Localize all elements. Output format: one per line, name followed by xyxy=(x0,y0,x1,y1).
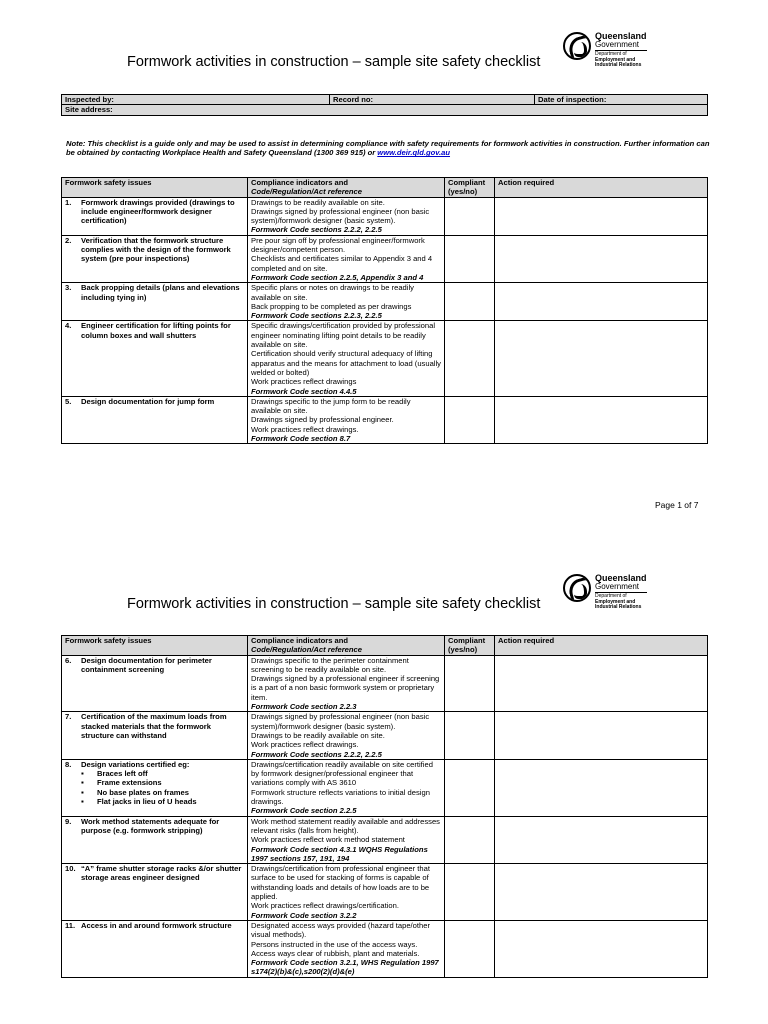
issue-text: Access in and around formwork structure xyxy=(81,920,232,930)
site-address-field[interactable]: Site address: xyxy=(62,105,708,115)
indicator-text: Work practices reflect work method statement xyxy=(251,835,405,845)
code-reference: Formwork Code section 2.2.5 xyxy=(251,806,357,816)
row-number: 2. xyxy=(65,235,72,245)
code-reference: Formwork Code section 8.7 xyxy=(251,434,351,444)
record-no-field[interactable]: Record no: xyxy=(330,95,535,105)
logo-line-employment: Employment and xyxy=(595,56,636,63)
indicator-text: Pre pour sign off by professional engineer/formwork designer/competent person. xyxy=(251,235,425,255)
action-cell[interactable] xyxy=(495,396,708,443)
row-number: 8. xyxy=(65,759,72,769)
header-compliant: Compliant (yes/no) xyxy=(445,636,495,656)
table-row xyxy=(62,712,708,759)
inspection-details-table xyxy=(61,94,708,116)
logo-line-department: Department of xyxy=(595,51,627,57)
logo-line-industrial: Industrial Relations xyxy=(595,604,642,610)
header-action: Action required xyxy=(495,178,708,198)
row-number: 5. xyxy=(65,396,72,406)
indicator-text: Drawings signed by professional engineer (non basic system)/formwork designer (basic system). xyxy=(251,206,430,226)
code-reference: Formwork Code sections 2.2.2, 2.2.5 xyxy=(251,225,382,235)
issue-text: Formwork drawings provided (drawings to include engineer/formwork designer certification) xyxy=(81,197,235,226)
header-issues: Formwork safety issues xyxy=(62,178,248,198)
checklist-header-row xyxy=(62,178,708,198)
code-reference: Formwork Code section 2.2.3 xyxy=(251,702,357,712)
page-number: Page 1 of 7 xyxy=(655,500,699,510)
indicator-text: Specific drawings/certification provided by professional engineer nominating lifting point details to be readily available on site. xyxy=(251,321,436,350)
indicator-text: Work practices reflect drawings xyxy=(251,377,357,387)
deir-website-link[interactable]: www.deir.qld.gov.au xyxy=(377,148,451,158)
logo-line-department: Department of xyxy=(595,593,627,599)
logo-line-government: Government xyxy=(595,583,647,593)
logo-line-employment: Employment and xyxy=(595,598,636,605)
action-cell[interactable] xyxy=(495,864,708,921)
inspected-by-field[interactable]: Inspected by: xyxy=(62,95,330,105)
checklist-table-page2 xyxy=(61,635,708,978)
indicator-text: Drawings specific to the perimeter containment screening to be readily available on site. xyxy=(251,655,409,674)
action-cell[interactable] xyxy=(495,321,708,396)
row-number: 11. xyxy=(65,920,76,930)
indicator-text: Designated access ways provided (hazard tape/other visual methods). xyxy=(251,920,430,940)
queensland-crest-icon xyxy=(563,32,591,60)
table-row xyxy=(62,197,708,235)
row-number: 1. xyxy=(65,197,72,207)
action-cell[interactable] xyxy=(495,235,708,282)
compliant-cell[interactable] xyxy=(445,396,495,443)
compliant-cell[interactable] xyxy=(445,235,495,282)
list-item: ▪ Frame extensions xyxy=(81,778,244,787)
compliant-cell[interactable] xyxy=(445,283,495,321)
issue-text: Design documentation for jump form xyxy=(81,396,215,406)
page-title: Formwork activities in construction – sample site safety checklist xyxy=(127,54,541,70)
table-row xyxy=(62,235,708,282)
action-cell[interactable] xyxy=(495,920,708,977)
page-title: Formwork activities in construction – sample site safety checklist xyxy=(127,596,541,612)
row-number: 10. xyxy=(65,864,76,874)
row-number: 6. xyxy=(65,655,72,665)
code-reference: Formwork Code sections 2.2.2, 2.2.5 xyxy=(251,749,382,759)
list-item: ▪ No base plates on frames xyxy=(81,788,244,797)
table-row xyxy=(62,920,708,977)
table-row xyxy=(62,283,708,321)
action-cell[interactable] xyxy=(495,283,708,321)
table-row xyxy=(62,655,708,712)
indicator-text: Formwork structure reflects variations to initial design drawings. xyxy=(251,787,430,807)
action-cell[interactable] xyxy=(495,816,708,863)
date-of-inspection-field[interactable]: Date of inspection: xyxy=(535,95,708,105)
design-variations-list xyxy=(65,769,244,806)
issue-text: Design documentation for perimeter containment screening xyxy=(81,655,212,674)
indicator-text: Work practices reflect drawings/certification. xyxy=(251,901,399,911)
list-item: ▪ Flat jacks in lieu of U heads xyxy=(81,797,244,806)
action-cell[interactable] xyxy=(495,655,708,712)
code-reference: Formwork Code section 4.3.1 WQHS Regulations 1997 sections 157, 191, 194 xyxy=(251,844,428,863)
code-reference: Formwork Code sections 2.2.3, 2.2.5 xyxy=(251,311,382,321)
issue-text: Design variations certified eg: xyxy=(81,759,190,769)
issue-text: Work method statements adequate for purpose (e.g. formwork stripping) xyxy=(81,816,220,835)
indicator-text: Drawings to be readily available on site. xyxy=(251,197,385,207)
table-row xyxy=(62,759,708,816)
compliant-cell[interactable] xyxy=(445,197,495,235)
indicator-text: Back propping to be completed as per drawings xyxy=(251,301,412,311)
logo-line-queensland: Queensland xyxy=(595,573,647,583)
code-reference: Formwork Code section 2.2.5, Appendix 3 and 4 xyxy=(251,272,424,282)
compliant-cell[interactable] xyxy=(445,864,495,921)
table-row xyxy=(62,864,708,921)
action-cell[interactable] xyxy=(495,712,708,759)
code-reference: Formwork Code section 3.2.1, WHS Regulation 1997 s174(2)(b)&(c),s200(2)(d)&(e) xyxy=(251,958,439,977)
issue-text: Back propping details (plans and elevations including tying in) xyxy=(81,283,240,302)
queensland-government-logo xyxy=(563,574,647,611)
indicator-text: Work practices reflect drawings. xyxy=(251,424,359,434)
compliant-cell[interactable] xyxy=(445,712,495,759)
row-number: 3. xyxy=(65,283,72,293)
indicator-text: Drawings specific to the jump form to be readily available on site. xyxy=(251,396,411,416)
indicator-text: Certification should verify structural adequacy of lifting apparatus and the means for attachment to load (usually welded or bolted) xyxy=(251,349,441,377)
table-row xyxy=(62,816,708,863)
indicator-text: Specific plans or notes on drawings to be readily available on site. xyxy=(251,283,414,302)
indicator-text: Drawings/certification readily available on site certified by formwork designer/professional engineer that variations comply with AS 3610 xyxy=(251,759,433,788)
action-cell[interactable] xyxy=(495,197,708,235)
issue-text: “A” frame shutter storage racks &/or shutter storage areas engineer designed xyxy=(81,864,242,883)
list-item: ▪ Braces left off xyxy=(81,769,244,778)
compliant-cell[interactable] xyxy=(445,759,495,816)
code-reference: Formwork Code section 3.2.2 xyxy=(251,910,357,920)
compliant-cell[interactable] xyxy=(445,816,495,863)
logo-line-government: Government xyxy=(595,41,647,51)
row-number: 4. xyxy=(65,321,72,331)
table-row xyxy=(62,396,708,443)
queensland-crest-icon xyxy=(563,574,591,602)
checklist-header-row xyxy=(62,636,708,656)
header-issues: Formwork safety issues xyxy=(62,636,248,656)
indicator-text: Drawings signed by professional engineer (non basic system)/formwork designer (basic system). xyxy=(251,712,430,731)
compliant-cell[interactable] xyxy=(445,920,495,977)
indicator-text: Drawings signed by professional engineer. xyxy=(251,415,394,425)
checklist-table-page1 xyxy=(61,177,708,444)
row-number: 9. xyxy=(65,816,72,826)
indicator-text: Drawings to be readily available on site. xyxy=(251,730,385,740)
note-text: Note: This checklist is a guide only and may be used to assist in determining compliance with safety requirements for formwork activities in construction. Further information can be obtained by contacting Workplace Health and Safety Queensland (1300 369 915) or xyxy=(66,139,710,158)
compliant-cell[interactable] xyxy=(445,321,495,396)
indicator-text: Work practices reflect drawings. xyxy=(251,740,359,750)
logo-line-industrial: Industrial Relations xyxy=(595,62,642,68)
header-compliant: Compliant (yes/no) xyxy=(445,178,495,198)
issue-text: Engineer certification for lifting points for column boxes and wall shutters xyxy=(81,321,231,340)
logo-line-queensland: Queensland xyxy=(595,31,647,41)
indicator-text: Work method statement readily available and addresses relevant risks (falls from height). xyxy=(251,816,440,835)
indicator-text: Checklists and certificates similar to Appendix 3 and 4 completed and on site. xyxy=(251,254,433,273)
checklist-note xyxy=(66,139,716,158)
header-indicators: Compliance indicators and Code/Regulation/Act reference xyxy=(248,178,445,198)
code-reference: Formwork Code section 4.4.5 xyxy=(251,386,357,396)
compliant-cell[interactable] xyxy=(445,655,495,712)
header-action: Action required xyxy=(495,636,708,656)
action-cell[interactable] xyxy=(495,759,708,816)
row-number: 7. xyxy=(65,712,72,722)
queensland-government-logo xyxy=(563,32,647,69)
indicator-text: Drawings/certification from professional engineer that surface to be used for stacking of forms is capable of withstanding loads and details of how loads are to be applied. xyxy=(251,864,430,902)
indicator-text: Drawings signed by a professional engineer if screening is a part of a non basic formwork system or proprietary item. xyxy=(251,674,440,702)
table-row xyxy=(62,321,708,396)
indicator-text: Persons instructed in the use of the access ways. xyxy=(251,939,418,949)
issue-text: Verification that the formwork structure complies with the design of the formwork system (pre pour inspections) xyxy=(81,235,231,264)
issue-text: Certification of the maximum loads from stacked materials that the formwork structure can withstand xyxy=(81,712,227,740)
header-indicators: Compliance indicators and Code/Regulation/Act reference xyxy=(248,636,445,656)
indicator-text: Access ways clear of rubbish, plant and materials. xyxy=(251,948,420,958)
